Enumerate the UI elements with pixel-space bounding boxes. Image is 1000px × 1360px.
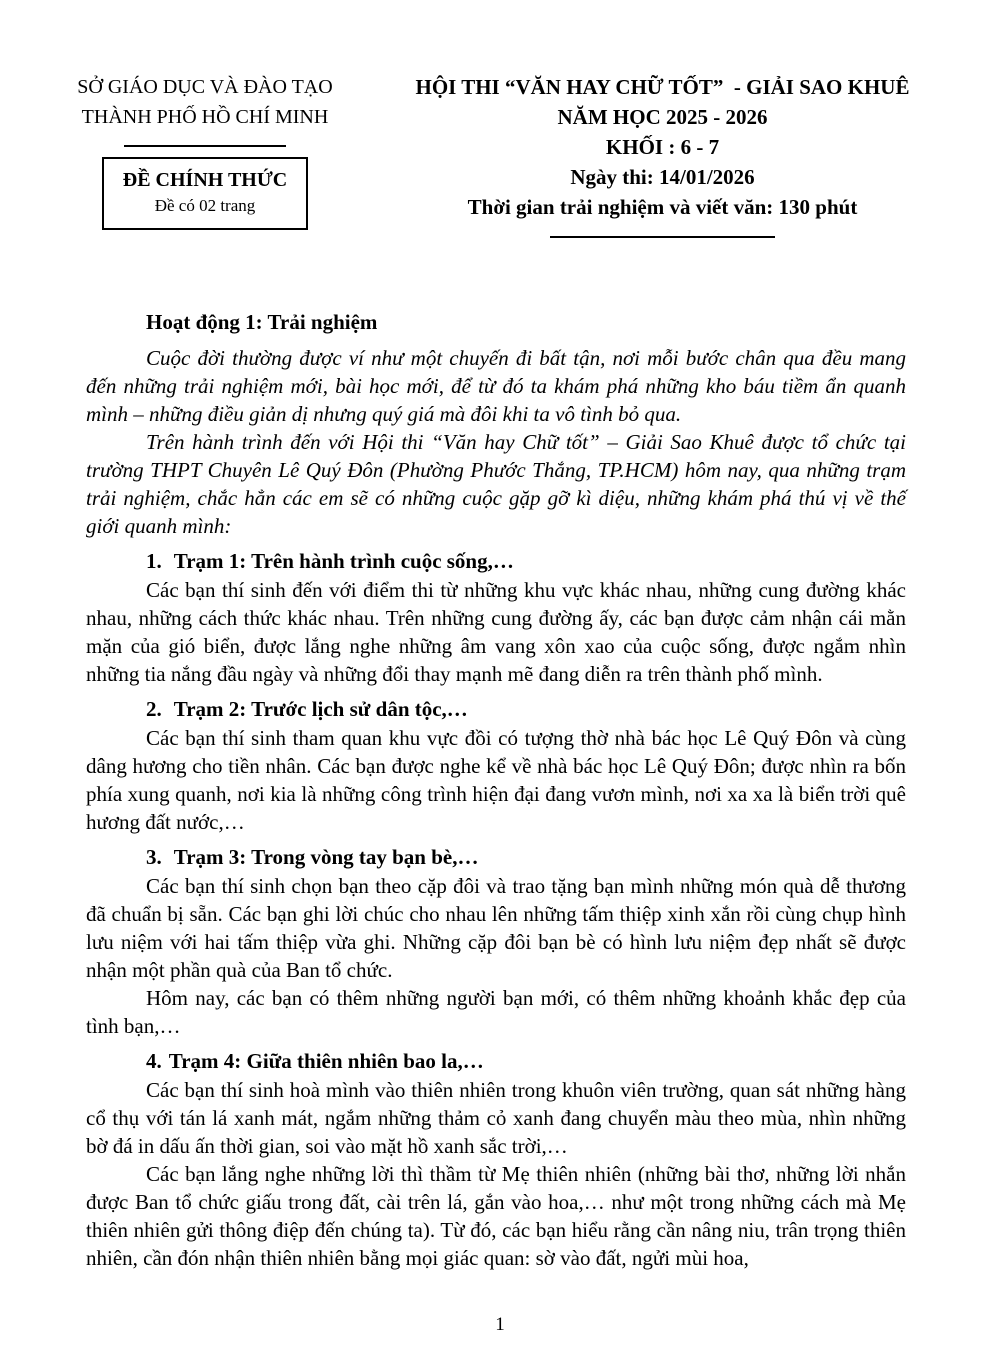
station-2-paragraph: Các bạn thí sinh tham quan khu vực đồi có tượng thờ nhà bác học Lê Quý Đôn và cùng dâng hương cho tiền nhân. Các bạn được nghe kể về nhà bác học Lê Quý Đôn; được nhìn ra bốn phía xung quanh, nơi kia là những công trình hiện đại đang vươn mình, nơi xa xa là biển trời quê hương đất nước,… <box>86 726 906 834</box>
document-body <box>86 308 906 1272</box>
document-header <box>0 0 1000 248</box>
station-2-number: 2. <box>146 697 162 721</box>
intro-paragraph-2: Trên hành trình đến với Hội thi “Văn hay Chữ tốt” – Giải Sao Khuê được tổ chức tại trường THPT Chuyên Lê Quý Đôn (Phường Phước Thắng, TP.HCM) hôm nay, qua những trạm trải nghiệm, chắc hẳn các em sẽ có những cuộc gặp gỡ kì diệu, những khám phá thú vị về thế giới quanh mình: <box>86 430 906 538</box>
station-1-paragraph: Các bạn thí sinh đến với điểm thi từ những khu vực khác nhau, những cung đường khác nhau, những cách thức khác nhau. Trên những cung đường ấy, các bạn được cảm nhận cái mằn mặn của gió biển, được lắng nghe những âm vang xôn xao của cuộc sống, được ngắm nhìn những tia nắng đầu ngày và những đổi thay mạnh mẽ đang diễn ra trên thành phố mình. <box>86 578 906 686</box>
official-exam-label: ĐỀ CHÍNH THỨC <box>122 169 288 191</box>
station-3-paragraph-2: Hôm nay, các bạn có thêm những người bạn mới, có thêm những khoảnh khắc đẹp của tình bạn,… <box>86 986 906 1038</box>
page-count-note: Đề có 02 trang <box>154 196 256 215</box>
station-3-heading <box>86 843 906 871</box>
station-1-title: Trạm 1: Trên hành trình cuộc sống,… <box>173 549 514 573</box>
grade-level: KHỐI : 6 - 7 <box>605 135 720 159</box>
exam-title-block <box>370 72 955 238</box>
station-4-paragraph-2: Các bạn lắng nghe những lời thì thầm từ Mẹ thiên nhiên (những bài thơ, những lời nhắn được Ban tổ chức giấu trong đất, cài trên lá, gắn vào hoa,… như một trong những cách mà Mẹ thiên nhiên gửi thông điệp đến chúng ta). Từ đó, các bạn hiểu rằng cần nâng niu, trân trọng thiên nhiên, cần đón nhận thiên nhiên bằng mọi giác quan: sờ vào đất, ngửi mùi hoa, <box>86 1162 906 1270</box>
page-number: 1 <box>495 1314 505 1335</box>
issuing-authority-block <box>40 72 370 230</box>
station-3-paragraph-1: Các bạn thí sinh chọn bạn theo cặp đôi và trao tặng bạn mình những món quà dễ thương đã chuẩn bị sẵn. Các bạn ghi lời chúc cho nhau lên những tấm thiệp xinh xắn rồi cùng chụp hình lưu niệm với hai tấm thiệp vừa ghi. Những cặp đôi bạn bè có hình lưu niệm đẹp nhất sẽ được nhận một phần quà của Ban tổ chức. <box>86 874 906 982</box>
exam-duration: Thời gian trải nghiệm và viết văn: 130 phút <box>467 195 858 219</box>
station-4-paragraph-1: Các bạn thí sinh hoà mình vào thiên nhiên trong khuôn viên trường, quan sát những hàng cổ thụ với tán lá xanh mát, ngắm những thảm cỏ xanh đang chuyển màu theo mùa, nhìn những bờ đá in dấu ấn thời gian, soi vào mặt hồ xanh sắc trời,… <box>86 1078 906 1158</box>
station-1-number: 1. <box>146 549 162 573</box>
station-2-heading <box>86 695 906 723</box>
station-3-number: 3. <box>146 845 162 869</box>
header-left-divider <box>124 145 286 147</box>
station-1-heading <box>86 547 906 575</box>
station-3-title: Trạm 3: Trong vòng tay bạn bè,… <box>173 845 479 869</box>
exam-date: Ngày thi: 14/01/2026 <box>570 165 755 189</box>
department-name-line2: THÀNH PHỐ HỒ CHÍ MINH <box>81 106 329 128</box>
official-exam-box <box>102 157 308 230</box>
intro-paragraph-1: Cuộc đời thường được ví như một chuyến đi bất tận, nơi mỗi bước chân qua đều mang đến những trải nghiệm mới, bài học mới, để từ đó ta khám phá những kho báu tiềm ẩn quanh mình – những điều giản dị nhưng quý giá mà đôi khi ta vô tình bỏ qua. <box>86 346 906 426</box>
station-4-number: 4. <box>146 1049 162 1073</box>
contest-title: HỘI THI “VĂN HAY CHỮ TỐT” - GIẢI SAO KHUÊ <box>415 75 910 99</box>
station-4-title: Trạm 4: Giữa thiên nhiên bao la,… <box>168 1049 484 1073</box>
activity-1-heading: Hoạt động 1: Trải nghiệm <box>146 310 378 334</box>
header-right-divider <box>550 236 775 238</box>
school-year: NĂM HỌC 2025 - 2026 <box>557 105 768 129</box>
department-name-line1: SỞ GIÁO DỤC VÀ ĐÀO TẠO <box>77 76 333 98</box>
station-2-title: Trạm 2: Trước lịch sử dân tộc,… <box>173 697 468 721</box>
station-4-heading <box>86 1047 906 1075</box>
